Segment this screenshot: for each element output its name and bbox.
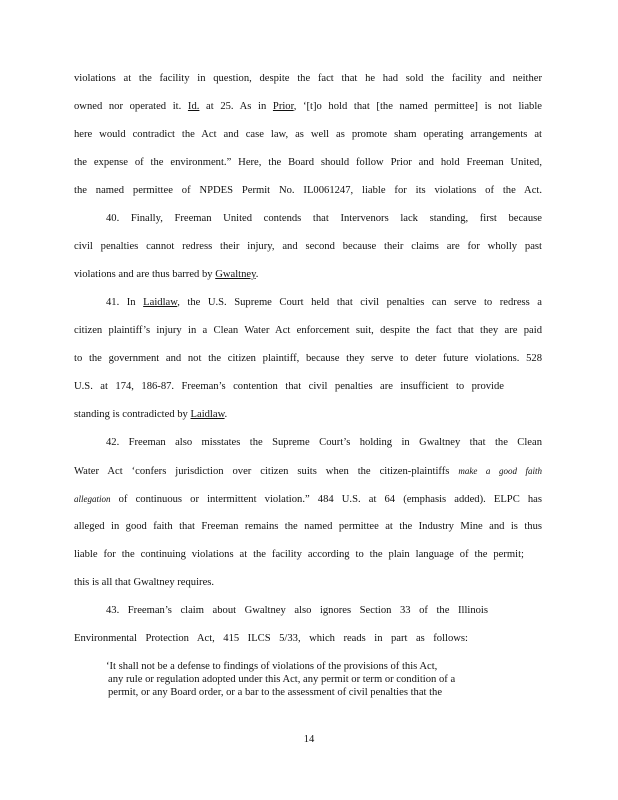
paragraph-43-line: 43. Freeman’s claim about Gwaltney also ignores Section 33 of the Illinois	[106, 605, 488, 616]
text-line	[74, 408, 542, 422]
paragraph-41-line	[106, 296, 542, 310]
text-run: .	[255, 269, 259, 280]
text-run: .	[224, 409, 228, 420]
text-line	[74, 100, 542, 114]
paragraph-42-line: 42. Freeman also misstates the Supreme Court’s holding in Gwaltney that the Clean	[106, 437, 542, 448]
text-line	[74, 492, 542, 506]
text-line: Environmental Protection Act, 415 ILCS 5/33, which reads in part as follows:	[74, 633, 468, 644]
text-run: 41. In	[106, 297, 136, 308]
text-line: to the government and not the citizen plaintiff, because they serve to deter future violations. 528	[74, 353, 542, 364]
emphasis-text: allegation	[74, 494, 111, 504]
text-run: violations and are thus barred by	[74, 269, 213, 280]
text-run: , the U.S. Supreme Court held that civil penalties can serve to redress a	[177, 297, 542, 308]
citation-prior: Prior	[272, 101, 294, 112]
text-run: Water Act ‘confers jurisdiction over citizen suits when the citizen-plaintiffs	[74, 466, 450, 477]
emphasis-text: make a good faith	[458, 466, 542, 476]
text-line: violations at the facility in question, despite the fact that he had sold the facility and neither	[74, 73, 542, 84]
block-quote-line: ‘It shall not be a defense to findings of violations of the provisions of this Act,	[106, 661, 438, 672]
citation-laidlaw: Laidlaw	[143, 297, 178, 308]
text-line: this is all that Gwaltney requires.	[74, 577, 215, 588]
text-line: here would contradict the Act and case law, as well as promote sham operating arrangements at	[74, 129, 542, 140]
citation-laidlaw: Laidlaw	[190, 409, 225, 420]
text-line: liable for the continuing violations at the facility according to the plain language of the permit;	[74, 549, 524, 560]
citation-gwaltney: Gwaltney	[215, 269, 256, 280]
text-line	[74, 268, 542, 282]
text-line: citizen plaintiff’s injury in a Clean Water Act enforcement suit, despite the fact that they are paid	[74, 325, 542, 336]
text-run: owned nor operated it.	[74, 101, 182, 112]
block-quote-line: any rule or regulation adopted under this Act, any permit or term or condition of a	[108, 674, 456, 685]
text-line	[74, 464, 542, 478]
citation-id: Id.	[187, 101, 200, 112]
text-line: alleged in good faith that Freeman remains the named permittee at the Industry Mine and is thus	[74, 521, 542, 532]
text-run: standing is contradicted by	[74, 409, 188, 420]
text-run: at 25. As in	[206, 101, 267, 112]
text-line: civil penalties cannot redress their injury, and second because their claims are for wholly past	[74, 241, 542, 252]
text-run: , ‘[t]o hold that [the named permittee] is not liable	[293, 101, 542, 112]
text-run: of continuous or intermittent violation.” 484 U.S. at 64 (emphasis added). ELPC has	[118, 494, 542, 505]
block-quote-line: permit, or any Board order, or a bar to the assessment of civil penalties that the	[108, 687, 443, 698]
text-line: the expense of the environment.” Here, the Board should follow Prior and hold Freeman United,	[74, 157, 542, 168]
text-line: the named permittee of NPDES Permit No. IL0061247, liable for its violations of the Act.	[74, 185, 542, 196]
page-number: 14	[303, 734, 315, 745]
text-line: U.S. at 174, 186-87. Freeman’s contention that civil penalties are insufficient to provide	[74, 381, 504, 392]
paragraph-40-line: 40. Finally, Freeman United contends that Intervenors lack standing, first because	[106, 213, 542, 224]
